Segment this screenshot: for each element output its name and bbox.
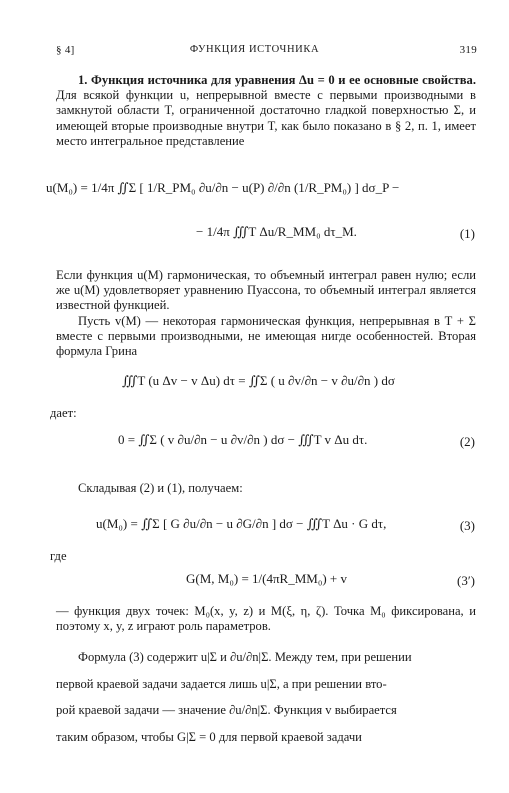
equation-2-number: (2) (459, 434, 475, 449)
word-daet: дает: (50, 406, 77, 420)
equation-3-prime: G(M, M₀) = 1/(4πR_MM₀) + v (186, 571, 348, 586)
paragraph-sum: Складывая (2) и (1), получаем: (78, 481, 243, 495)
paragraph-two-points: — функция двух точек: M₀(x, y, z) и M(ξ, η, ζ). Точка M₀ фиксирована, и поэтому x, y, z играют роль параметров. (56, 604, 476, 634)
subsection-heading: 1. Функция источника для уравнения Δu = 0 и ее основные свойства. (78, 73, 476, 87)
intro-text: Для всякой функции u, непрерывной вместе с первыми производными в замкнутой области T, ограниченной достаточно гладкой поверхностью Σ, и имеющей вторые производные внутри T, как было показано в § 2, п. 1, имеет место интегральное представление (56, 88, 476, 148)
paragraph-harmonic: Если функция u(M) гармоническая, то объемный интеграл равен нулю; если же u(M) удовлетворяет уравнению Пуассона, то объемный интеграл является известной функцией. (56, 268, 476, 313)
page-number: 319 (459, 44, 477, 56)
green-formula: ∭T (u Δv − v Δu) dτ = ∬Σ ( u ∂v/∂n − v ∂u/∂n ) dσ (122, 373, 395, 388)
equation-2: 0 = ∬Σ ( v ∂u/∂n − u ∂v/∂n ) dσ − ∭T v Δu dτ. (118, 432, 368, 447)
word-gde: где (50, 549, 67, 563)
equation-3-prime-number: (3′) (456, 573, 475, 588)
paragraph-boundary-line-4: таким образом, чтобы G|Σ = 0 для первой краевой задачи (56, 730, 362, 744)
paragraph-boundary-line-3: рой краевой задачи — значение ∂u/∂n|Σ. Функция v выбирается (56, 703, 397, 717)
equation-1-number: (1) (459, 226, 475, 241)
equation-1-line-2: − 1/4π ∭T Δu/R_MM₀ dτ_M. (196, 224, 357, 239)
paragraph-green: Пусть v(M) — некоторая гармоническая функция, непрерывная в T + Σ вместе с первыми производными, не имеющая нигде особенностей. Вторая формула Грина (56, 314, 476, 359)
paragraph-boundary-line-2: первой краевой задачи задается лишь u|Σ, а при решении вто- (56, 677, 387, 691)
section-marker: § 4] (56, 44, 75, 56)
equation-1-line-1: u(M₀) = 1/4π ∬Σ [ 1/R_PM₀ ∂u/∂n − u(P) ∂/∂n (1/R_PM₀) ] dσ_P − (46, 180, 400, 195)
equation-3-number: (3) (459, 518, 475, 533)
equation-3: u(M₀) = ∬Σ [ G ∂u/∂n − u ∂G/∂n ] dσ − ∭T Δu · G dτ, (96, 516, 387, 531)
paragraph-intro (56, 73, 476, 149)
paragraph-boundary-line-1: Формула (3) содержит u|Σ и ∂u/∂n|Σ. Между тем, при решении (78, 650, 412, 664)
running-title: ФУНКЦИЯ ИСТОЧНИКА (189, 44, 320, 55)
